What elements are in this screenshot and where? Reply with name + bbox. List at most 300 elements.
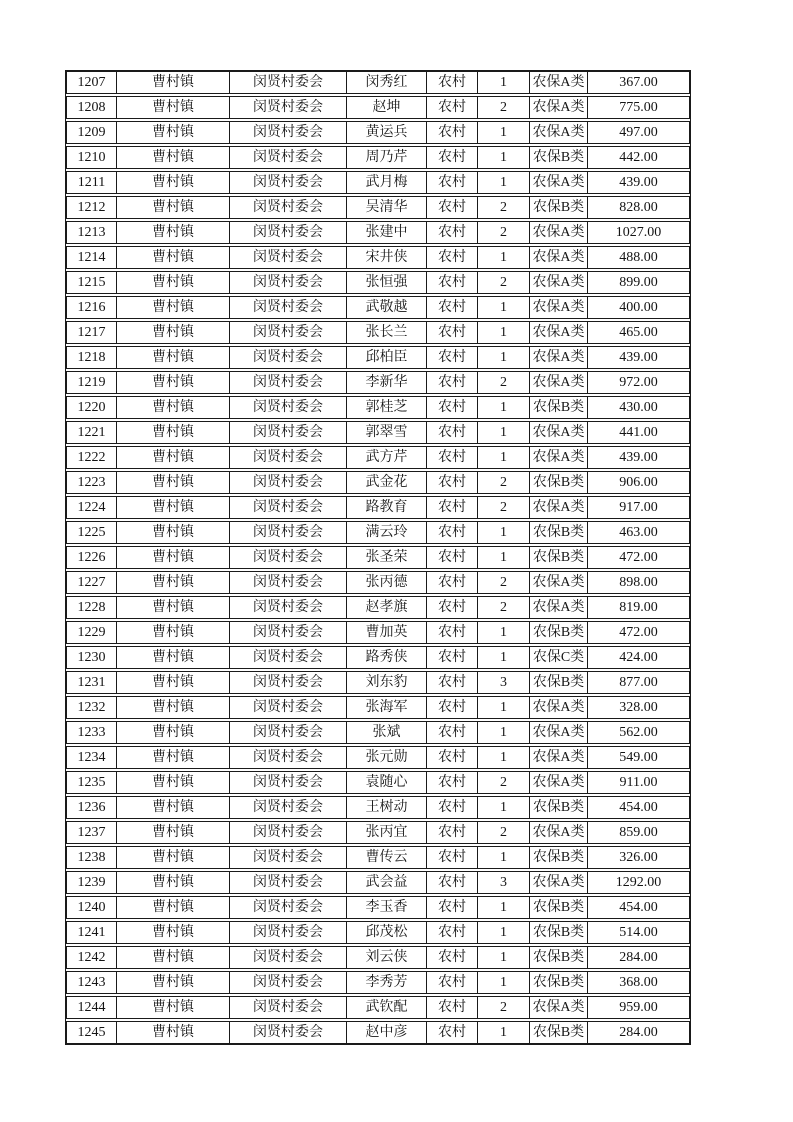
serial-number-cell: 1210 (67, 147, 117, 168)
serial-number-cell: 1245 (67, 1022, 117, 1043)
person-count-cell: 1 (478, 722, 530, 743)
serial-number-cell: 1223 (67, 472, 117, 493)
village-committee-cell: 闵贤村委会 (230, 622, 347, 643)
town-cell: 曹村镇 (117, 422, 230, 443)
insurance-category-cell: 农保B类 (530, 897, 588, 918)
serial-number-cell: 1236 (67, 797, 117, 818)
residence-type-cell: 农村 (427, 397, 478, 418)
town-cell: 曹村镇 (117, 622, 230, 643)
person-name-cell: 张丙德 (347, 572, 427, 593)
person-name-cell: 张圣荣 (347, 547, 427, 568)
table-row (66, 521, 690, 544)
person-name-cell: 袁随心 (347, 772, 427, 793)
table-row (66, 946, 690, 969)
village-committee-cell: 闵贤村委会 (230, 347, 347, 368)
person-name-cell: 路教育 (347, 497, 427, 518)
table-row (66, 546, 690, 569)
insurance-category-cell: 农保B类 (530, 672, 588, 693)
residence-type-cell: 农村 (427, 822, 478, 843)
serial-number-cell: 1209 (67, 122, 117, 143)
amount-cell: 828.00 (619, 200, 658, 215)
serial-number-cell: 1221 (67, 422, 117, 443)
table-row (66, 371, 690, 394)
person-count-cell: 1 (478, 72, 530, 93)
residence-type-cell: 农村 (427, 172, 478, 193)
serial-number-cell: 1207 (67, 72, 117, 93)
person-name-cell: 李新华 (347, 372, 427, 393)
insurance-category-cell: 农保B类 (530, 797, 588, 818)
person-count-cell: 1 (478, 247, 530, 268)
table-row (66, 646, 690, 669)
residence-type-cell: 农村 (427, 322, 478, 343)
insurance-category-cell: 农保A类 (530, 122, 588, 143)
residence-type-cell: 农村 (427, 872, 478, 893)
table-row (66, 921, 690, 944)
person-count-cell: 1 (478, 547, 530, 568)
serial-number-cell: 1233 (67, 722, 117, 743)
table-row (66, 71, 690, 94)
residence-type-cell: 农村 (427, 747, 478, 768)
insurance-category-cell: 农保B类 (530, 147, 588, 168)
town-cell: 曹村镇 (117, 597, 230, 618)
serial-number-cell: 1225 (67, 522, 117, 543)
serial-number-cell: 1213 (67, 222, 117, 243)
person-name-cell: 曹传云 (347, 847, 427, 868)
person-count-cell: 1 (478, 972, 530, 993)
person-name-cell: 吴清华 (347, 197, 427, 218)
person-count-cell: 2 (478, 572, 530, 593)
person-name-cell: 刘云侠 (347, 947, 427, 968)
serial-number-cell: 1235 (67, 772, 117, 793)
village-committee-cell: 闵贤村委会 (230, 747, 347, 768)
amount-cell: 284.00 (619, 950, 658, 965)
insurance-category-cell: 农保A类 (530, 572, 588, 593)
table-row (66, 496, 690, 519)
insurance-category-cell: 农保B类 (530, 522, 588, 543)
residence-type-cell: 农村 (427, 947, 478, 968)
insurance-category-cell: 农保A类 (530, 822, 588, 843)
town-cell: 曹村镇 (117, 847, 230, 868)
amount-cell: 911.00 (619, 775, 658, 790)
insurance-category-cell: 农保A类 (530, 322, 588, 343)
residence-type-cell: 农村 (427, 797, 478, 818)
serial-number-cell: 1227 (67, 572, 117, 593)
village-committee-cell: 闵贤村委会 (230, 447, 347, 468)
amount-cell: 465.00 (619, 325, 658, 340)
town-cell: 曹村镇 (117, 872, 230, 893)
residence-type-cell: 农村 (427, 972, 478, 993)
serial-number-cell: 1244 (67, 997, 117, 1018)
residence-type-cell: 农村 (427, 522, 478, 543)
village-committee-cell: 闵贤村委会 (230, 147, 347, 168)
amount-cell: 442.00 (619, 150, 658, 165)
serial-number-cell: 1230 (67, 647, 117, 668)
person-name-cell: 张丙宜 (347, 822, 427, 843)
amount-cell: 463.00 (619, 525, 658, 540)
town-cell: 曹村镇 (117, 172, 230, 193)
person-name-cell: 武敬越 (347, 297, 427, 318)
serial-number-cell: 1224 (67, 497, 117, 518)
serial-number-cell: 1237 (67, 822, 117, 843)
town-cell: 曹村镇 (117, 247, 230, 268)
person-name-cell: 刘东豹 (347, 672, 427, 693)
village-committee-cell: 闵贤村委会 (230, 172, 347, 193)
village-committee-cell: 闵贤村委会 (230, 472, 347, 493)
village-committee-cell: 闵贤村委会 (230, 422, 347, 443)
amount-cell: 497.00 (619, 125, 658, 140)
table-row (66, 971, 690, 994)
insurance-category-cell: 农保B类 (530, 922, 588, 943)
town-cell: 曹村镇 (117, 197, 230, 218)
insurance-category-cell: 农保A类 (530, 347, 588, 368)
table-row (66, 446, 690, 469)
table-row (66, 996, 690, 1019)
table-row (66, 121, 690, 144)
person-name-cell: 赵坤 (347, 97, 427, 118)
village-committee-cell: 闵贤村委会 (230, 322, 347, 343)
insurance-category-cell: 农保A类 (530, 272, 588, 293)
village-committee-cell: 闵贤村委会 (230, 697, 347, 718)
table-row (66, 596, 690, 619)
serial-number-cell: 1211 (67, 172, 117, 193)
person-name-cell: 张斌 (347, 722, 427, 743)
serial-number-cell: 1231 (67, 672, 117, 693)
amount-cell: 906.00 (619, 475, 658, 490)
town-cell: 曹村镇 (117, 147, 230, 168)
village-committee-cell: 闵贤村委会 (230, 197, 347, 218)
serial-number-cell: 1214 (67, 247, 117, 268)
table-row (66, 821, 690, 844)
serial-number-cell: 1226 (67, 547, 117, 568)
residence-type-cell: 农村 (427, 147, 478, 168)
person-name-cell: 武方芹 (347, 447, 427, 468)
person-name-cell: 邱柏臣 (347, 347, 427, 368)
person-count-cell: 1 (478, 322, 530, 343)
village-committee-cell: 闵贤村委会 (230, 547, 347, 568)
amount-cell: 877.00 (619, 675, 658, 690)
amount-cell: 439.00 (619, 350, 658, 365)
person-count-cell: 1 (478, 147, 530, 168)
village-committee-cell: 闵贤村委会 (230, 972, 347, 993)
serial-number-cell: 1242 (67, 947, 117, 968)
amount-cell: 368.00 (619, 975, 658, 990)
serial-number-cell: 1240 (67, 897, 117, 918)
insurance-category-cell: 农保B类 (530, 197, 588, 218)
person-count-cell: 2 (478, 772, 530, 793)
town-cell: 曹村镇 (117, 897, 230, 918)
table-row (66, 621, 690, 644)
village-committee-cell: 闵贤村委会 (230, 947, 347, 968)
insurance-category-cell: 农保C类 (530, 647, 588, 668)
table-row (66, 196, 690, 219)
residence-type-cell: 农村 (427, 647, 478, 668)
residence-type-cell: 农村 (427, 72, 478, 93)
table-row (66, 146, 690, 169)
insurance-records-table (65, 70, 691, 1045)
person-name-cell: 武月梅 (347, 172, 427, 193)
table-row (66, 96, 690, 119)
amount-cell: 472.00 (619, 550, 658, 565)
amount-cell: 898.00 (619, 575, 658, 590)
residence-type-cell: 农村 (427, 1022, 478, 1043)
person-name-cell: 闵秀红 (347, 72, 427, 93)
town-cell: 曹村镇 (117, 797, 230, 818)
town-cell: 曹村镇 (117, 322, 230, 343)
insurance-category-cell: 农保A类 (530, 222, 588, 243)
serial-number-cell: 1238 (67, 847, 117, 868)
town-cell: 曹村镇 (117, 522, 230, 543)
table-row (66, 421, 690, 444)
town-cell: 曹村镇 (117, 822, 230, 843)
person-name-cell: 张长兰 (347, 322, 427, 343)
table-row (66, 321, 690, 344)
town-cell: 曹村镇 (117, 272, 230, 293)
insurance-category-cell: 农保A类 (530, 372, 588, 393)
amount-cell: 454.00 (619, 900, 658, 915)
amount-cell: 424.00 (619, 650, 658, 665)
serial-number-cell: 1220 (67, 397, 117, 418)
town-cell: 曹村镇 (117, 672, 230, 693)
serial-number-cell: 1212 (67, 197, 117, 218)
residence-type-cell: 农村 (427, 272, 478, 293)
residence-type-cell: 农村 (427, 422, 478, 443)
person-count-cell: 2 (478, 372, 530, 393)
amount-cell: 819.00 (619, 600, 658, 615)
town-cell: 曹村镇 (117, 947, 230, 968)
amount-cell: 284.00 (619, 1025, 658, 1040)
town-cell: 曹村镇 (117, 97, 230, 118)
person-name-cell: 赵孝旗 (347, 597, 427, 618)
residence-type-cell: 农村 (427, 547, 478, 568)
person-name-cell: 郭桂芝 (347, 397, 427, 418)
village-committee-cell: 闵贤村委会 (230, 572, 347, 593)
residence-type-cell: 农村 (427, 772, 478, 793)
serial-number-cell: 1217 (67, 322, 117, 343)
insurance-category-cell: 农保A类 (530, 722, 588, 743)
table-row (66, 1021, 690, 1044)
person-name-cell: 李玉香 (347, 897, 427, 918)
person-count-cell: 2 (478, 272, 530, 293)
person-name-cell: 曹加英 (347, 622, 427, 643)
residence-type-cell: 农村 (427, 997, 478, 1018)
person-count-cell: 1 (478, 297, 530, 318)
person-name-cell: 张元勋 (347, 747, 427, 768)
serial-number-cell: 1208 (67, 97, 117, 118)
person-name-cell: 满云玲 (347, 522, 427, 543)
village-committee-cell: 闵贤村委会 (230, 847, 347, 868)
town-cell: 曹村镇 (117, 1022, 230, 1043)
insurance-category-cell: 农保A类 (530, 447, 588, 468)
insurance-category-cell: 农保A类 (530, 872, 588, 893)
amount-cell: 472.00 (619, 625, 658, 640)
person-count-cell: 3 (478, 872, 530, 893)
person-count-cell: 1 (478, 697, 530, 718)
insurance-category-cell: 农保A类 (530, 97, 588, 118)
table-row (66, 746, 690, 769)
table-row (66, 671, 690, 694)
table-row (66, 396, 690, 419)
village-committee-cell: 闵贤村委会 (230, 97, 347, 118)
town-cell: 曹村镇 (117, 397, 230, 418)
table-row (66, 896, 690, 919)
insurance-category-cell: 农保A类 (530, 172, 588, 193)
residence-type-cell: 农村 (427, 572, 478, 593)
person-count-cell: 1 (478, 622, 530, 643)
residence-type-cell: 农村 (427, 622, 478, 643)
person-name-cell: 李秀芳 (347, 972, 427, 993)
amount-cell: 972.00 (619, 375, 658, 390)
village-committee-cell: 闵贤村委会 (230, 822, 347, 843)
residence-type-cell: 农村 (427, 922, 478, 943)
town-cell: 曹村镇 (117, 497, 230, 518)
residence-type-cell: 农村 (427, 372, 478, 393)
table-row (66, 796, 690, 819)
village-committee-cell: 闵贤村委会 (230, 772, 347, 793)
amount-cell: 859.00 (619, 825, 658, 840)
table-row (66, 846, 690, 869)
amount-cell: 439.00 (619, 450, 658, 465)
village-committee-cell: 闵贤村委会 (230, 722, 347, 743)
person-count-cell: 2 (478, 97, 530, 118)
person-count-cell: 1 (478, 747, 530, 768)
person-name-cell: 王树动 (347, 797, 427, 818)
serial-number-cell: 1218 (67, 347, 117, 368)
amount-cell: 430.00 (619, 400, 658, 415)
town-cell: 曹村镇 (117, 922, 230, 943)
person-count-cell: 1 (478, 447, 530, 468)
insurance-category-cell: 农保A类 (530, 597, 588, 618)
person-count-cell: 1 (478, 922, 530, 943)
serial-number-cell: 1239 (67, 872, 117, 893)
amount-cell: 328.00 (619, 700, 658, 715)
village-committee-cell: 闵贤村委会 (230, 922, 347, 943)
residence-type-cell: 农村 (427, 122, 478, 143)
person-count-cell: 1 (478, 897, 530, 918)
village-committee-cell: 闵贤村委会 (230, 297, 347, 318)
person-count-cell: 1 (478, 397, 530, 418)
amount-cell: 454.00 (619, 800, 658, 815)
insurance-category-cell: 农保A类 (530, 247, 588, 268)
residence-type-cell: 农村 (427, 847, 478, 868)
amount-cell: 326.00 (619, 850, 658, 865)
person-count-cell: 2 (478, 822, 530, 843)
amount-cell: 562.00 (619, 725, 658, 740)
serial-number-cell: 1216 (67, 297, 117, 318)
person-count-cell: 1 (478, 422, 530, 443)
serial-number-cell: 1228 (67, 597, 117, 618)
village-committee-cell: 闵贤村委会 (230, 597, 347, 618)
residence-type-cell: 农村 (427, 222, 478, 243)
amount-cell: 959.00 (619, 1000, 658, 1015)
table-row (66, 696, 690, 719)
person-count-cell: 2 (478, 197, 530, 218)
insurance-category-cell: 农保A类 (530, 697, 588, 718)
town-cell: 曹村镇 (117, 722, 230, 743)
person-count-cell: 1 (478, 797, 530, 818)
insurance-category-cell: 农保A类 (530, 297, 588, 318)
amount-cell: 400.00 (619, 300, 658, 315)
town-cell: 曹村镇 (117, 972, 230, 993)
person-name-cell: 黄运兵 (347, 122, 427, 143)
residence-type-cell: 农村 (427, 897, 478, 918)
town-cell: 曹村镇 (117, 697, 230, 718)
amount-cell: 1292.00 (615, 875, 662, 890)
insurance-category-cell: 农保A类 (530, 747, 588, 768)
table-row (66, 471, 690, 494)
village-committee-cell: 闵贤村委会 (230, 397, 347, 418)
residence-type-cell: 农村 (427, 197, 478, 218)
residence-type-cell: 农村 (427, 497, 478, 518)
village-committee-cell: 闵贤村委会 (230, 797, 347, 818)
person-name-cell: 路秀侠 (347, 647, 427, 668)
person-count-cell: 1 (478, 947, 530, 968)
amount-cell: 917.00 (619, 500, 658, 515)
person-count-cell: 1 (478, 1022, 530, 1043)
amount-cell: 441.00 (619, 425, 658, 440)
serial-number-cell: 1229 (67, 622, 117, 643)
person-name-cell: 周乃芹 (347, 147, 427, 168)
town-cell: 曹村镇 (117, 72, 230, 93)
person-name-cell: 邱茂松 (347, 922, 427, 943)
person-name-cell: 张海军 (347, 697, 427, 718)
insurance-category-cell: 农保B类 (530, 972, 588, 993)
town-cell: 曹村镇 (117, 222, 230, 243)
insurance-category-cell: 农保B类 (530, 472, 588, 493)
amount-cell: 367.00 (619, 75, 658, 90)
person-count-cell: 1 (478, 647, 530, 668)
person-count-cell: 2 (478, 597, 530, 618)
village-committee-cell: 闵贤村委会 (230, 897, 347, 918)
person-name-cell: 武金花 (347, 472, 427, 493)
residence-type-cell: 农村 (427, 297, 478, 318)
village-committee-cell: 闵贤村委会 (230, 997, 347, 1018)
person-count-cell: 2 (478, 472, 530, 493)
village-committee-cell: 闵贤村委会 (230, 372, 347, 393)
residence-type-cell: 农村 (427, 597, 478, 618)
town-cell: 曹村镇 (117, 472, 230, 493)
person-name-cell: 张恒强 (347, 272, 427, 293)
town-cell: 曹村镇 (117, 647, 230, 668)
village-committee-cell: 闵贤村委会 (230, 672, 347, 693)
town-cell: 曹村镇 (117, 297, 230, 318)
person-count-cell: 1 (478, 522, 530, 543)
insurance-category-cell: 农保B类 (530, 1022, 588, 1043)
town-cell: 曹村镇 (117, 772, 230, 793)
residence-type-cell: 农村 (427, 472, 478, 493)
village-committee-cell: 闵贤村委会 (230, 647, 347, 668)
residence-type-cell: 农村 (427, 697, 478, 718)
serial-number-cell: 1215 (67, 272, 117, 293)
residence-type-cell: 农村 (427, 347, 478, 368)
insurance-category-cell: 农保A类 (530, 72, 588, 93)
town-cell: 曹村镇 (117, 997, 230, 1018)
person-name-cell: 武会益 (347, 872, 427, 893)
table-row (66, 296, 690, 319)
amount-cell: 514.00 (619, 925, 658, 940)
serial-number-cell: 1241 (67, 922, 117, 943)
serial-number-cell: 1234 (67, 747, 117, 768)
serial-number-cell: 1232 (67, 697, 117, 718)
insurance-category-cell: 农保A类 (530, 422, 588, 443)
insurance-category-cell: 农保B类 (530, 547, 588, 568)
person-count-cell: 2 (478, 497, 530, 518)
table-row (66, 171, 690, 194)
person-count-cell: 1 (478, 847, 530, 868)
residence-type-cell: 农村 (427, 97, 478, 118)
amount-cell: 488.00 (619, 250, 658, 265)
person-count-cell: 1 (478, 172, 530, 193)
table-row (66, 771, 690, 794)
